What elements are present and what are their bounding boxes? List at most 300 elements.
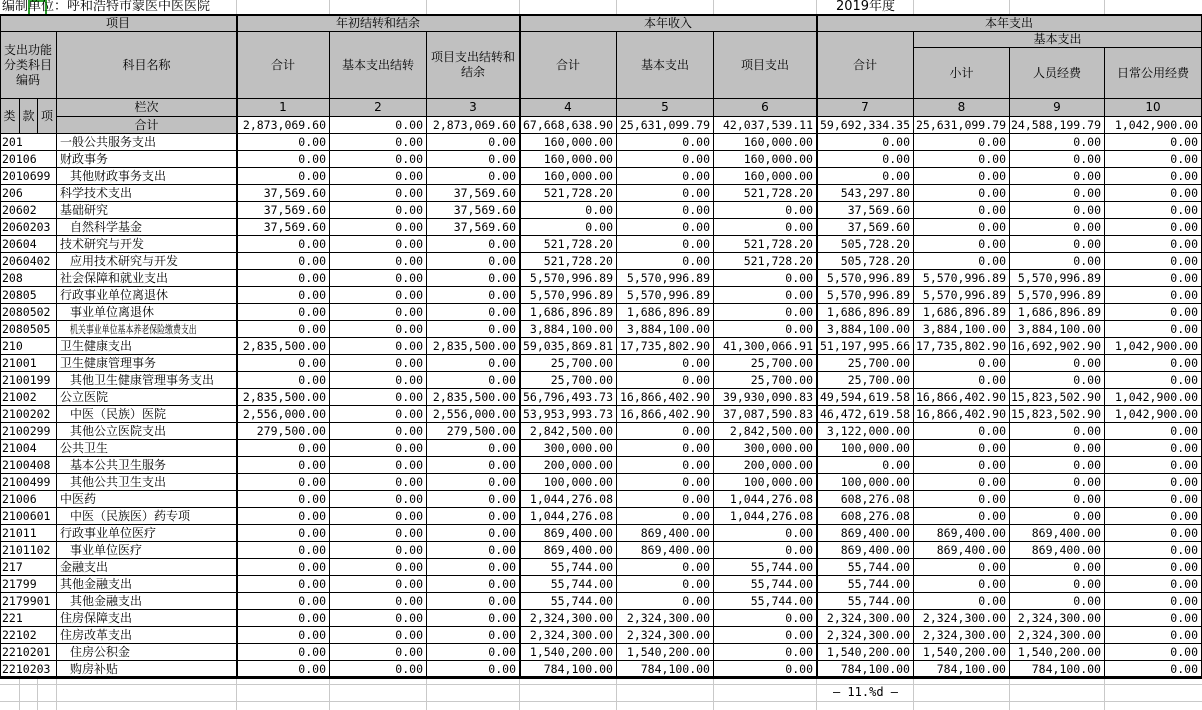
row-value-cell[interactable]: 869,400.00 [914,542,1010,559]
row-value-cell[interactable]: 2,324,300.00 [617,627,714,644]
row-value-cell[interactable]: 0.00 [617,236,714,253]
row-value-cell[interactable]: 2,324,300.00 [817,627,914,644]
row-code-cell[interactable]: 21001 [0,355,57,372]
row-value-cell[interactable]: 0.00 [1105,542,1202,559]
row-value-cell[interactable]: 200,000.00 [714,457,817,474]
row-value-cell[interactable]: 0.00 [714,219,817,236]
row-value-cell[interactable]: 0.00 [617,593,714,610]
row-value-cell[interactable]: 55,744.00 [817,593,914,610]
row-value-cell[interactable]: 100,000.00 [714,474,817,491]
row-value-cell[interactable]: 0.00 [914,593,1010,610]
row-value-cell[interactable]: 0.00 [817,151,914,168]
row-value-cell[interactable]: 160,000.00 [714,151,817,168]
row-value-cell[interactable]: 0.00 [427,593,520,610]
row-value-cell[interactable]: 0.00 [330,661,427,678]
row-value-cell[interactable]: 1,686,896.89 [817,304,914,321]
row-value-cell[interactable]: 0.00 [330,253,427,270]
row-value-cell[interactable]: 0.00 [237,627,330,644]
row-value-cell[interactable]: 16,692,902.90 [1010,338,1105,355]
row-value-cell[interactable]: 0.00 [237,304,330,321]
row-code-cell[interactable]: 221 [0,610,57,627]
row-value-cell[interactable]: 0.00 [714,610,817,627]
row-value-cell[interactable]: 3,884,100.00 [617,321,714,338]
row-value-cell[interactable]: 0.00 [914,168,1010,185]
row-code-cell[interactable]: 210 [0,338,57,355]
row-value-cell[interactable]: 0.00 [1010,491,1105,508]
row-value-cell[interactable]: 3,884,100.00 [914,321,1010,338]
row-value-cell[interactable]: 0.00 [914,559,1010,576]
row-value-cell[interactable]: 0.00 [330,151,427,168]
header-lanci[interactable]: 栏次 [57,99,237,117]
row-value-cell[interactable]: 15,823,502.90 [1010,389,1105,406]
row-value-cell[interactable]: 300,000.00 [520,440,617,457]
row-value-cell[interactable]: 160,000.00 [714,134,817,151]
row-value-cell[interactable]: 0.00 [1010,355,1105,372]
row-name-cell[interactable] [57,168,237,185]
header-group-income[interactable]: 本年收入 [520,15,817,32]
row-value-cell[interactable]: 25,700.00 [714,372,817,389]
column-number-cell[interactable]: 1 [237,99,330,117]
row-value-cell[interactable]: 0.00 [914,355,1010,372]
row-value-cell[interactable]: 55,744.00 [817,559,914,576]
header-subject-name[interactable]: 科目名称 [57,32,237,99]
row-value-cell[interactable]: 0.00 [1105,134,1202,151]
row-value-cell[interactable]: 0.00 [714,644,817,661]
grand-total-value-cell[interactable]: 2,873,069.60 [237,117,330,134]
row-value-cell[interactable]: 0.00 [1010,134,1105,151]
row-code-cell[interactable]: 2100499 [0,474,57,491]
row-value-cell[interactable]: 0.00 [914,134,1010,151]
row-value-cell[interactable]: 0.00 [1105,440,1202,457]
row-value-cell[interactable]: 0.00 [617,457,714,474]
row-value-cell[interactable]: 1,686,896.89 [617,304,714,321]
row-value-cell[interactable]: 0.00 [330,559,427,576]
header-expense-subtotal[interactable]: 小计 [914,48,1010,99]
row-name-cell[interactable] [57,185,237,202]
row-value-cell[interactable]: 0.00 [617,491,714,508]
row-value-cell[interactable]: 0.00 [427,270,520,287]
row-value-cell[interactable]: 0.00 [237,542,330,559]
row-value-cell[interactable]: 0.00 [330,457,427,474]
row-value-cell[interactable]: 521,728.20 [714,253,817,270]
row-value-cell[interactable]: 0.00 [237,287,330,304]
row-value-cell[interactable]: 0.00 [330,287,427,304]
row-value-cell[interactable]: 25,700.00 [714,355,817,372]
row-value-cell[interactable]: 5,570,996.89 [1010,287,1105,304]
header-carryover-total[interactable]: 合计 [237,32,330,99]
row-value-cell[interactable]: 0.00 [1010,253,1105,270]
row-value-cell[interactable]: 0.00 [914,185,1010,202]
row-value-cell[interactable]: 0.00 [617,576,714,593]
row-value-cell[interactable]: 0.00 [427,474,520,491]
row-code-cell[interactable]: 21011 [0,525,57,542]
row-value-cell[interactable]: 521,728.20 [520,253,617,270]
row-code-cell[interactable]: 20602 [0,202,57,219]
row-code-cell[interactable]: 20805 [0,287,57,304]
row-name-cell[interactable] [57,542,237,559]
row-code-cell[interactable]: 21006 [0,491,57,508]
row-value-cell[interactable]: 5,570,996.89 [617,270,714,287]
row-value-cell[interactable]: 0.00 [330,406,427,423]
row-value-cell[interactable]: 0.00 [427,355,520,372]
row-value-cell[interactable]: 0.00 [617,168,714,185]
row-value-cell[interactable]: 0.00 [1010,168,1105,185]
row-value-cell[interactable]: 0.00 [714,525,817,542]
row-value-cell[interactable]: 0.00 [1105,508,1202,525]
row-value-cell[interactable]: 37,569.60 [427,185,520,202]
row-name-cell[interactable] [57,372,237,389]
row-name-cell[interactable] [57,151,237,168]
row-value-cell[interactable]: 0.00 [1010,236,1105,253]
row-value-cell[interactable]: 0.00 [237,236,330,253]
row-value-cell[interactable]: 0.00 [330,304,427,321]
row-value-cell[interactable]: 0.00 [427,372,520,389]
row-code-cell[interactable]: 2210203 [0,661,57,678]
header-carryover-basic[interactable]: 基本支出结转 [330,32,427,99]
row-value-cell[interactable]: 160,000.00 [520,151,617,168]
row-value-cell[interactable]: 0.00 [237,593,330,610]
row-value-cell[interactable]: 25,700.00 [520,355,617,372]
row-value-cell[interactable]: 0.00 [427,304,520,321]
row-value-cell[interactable]: 2,556,000.00 [237,406,330,423]
row-value-cell[interactable]: 0.00 [237,491,330,508]
row-value-cell[interactable]: 0.00 [1010,474,1105,491]
row-value-cell[interactable]: 0.00 [914,253,1010,270]
row-value-cell[interactable]: 1,540,200.00 [617,644,714,661]
row-value-cell[interactable]: 0.00 [330,185,427,202]
row-value-cell[interactable]: 0.00 [427,627,520,644]
header-class-kuan[interactable]: 款 [20,99,38,134]
row-value-cell[interactable]: 25,700.00 [817,372,914,389]
row-value-cell[interactable]: 0.00 [914,151,1010,168]
row-value-cell[interactable]: 25,700.00 [817,355,914,372]
row-name-cell[interactable] [57,627,237,644]
row-value-cell[interactable]: 160,000.00 [520,134,617,151]
grand-total-value-cell[interactable]: 67,668,638.90 [520,117,617,134]
row-value-cell[interactable]: 0.00 [330,610,427,627]
row-value-cell[interactable]: 2,324,300.00 [520,610,617,627]
row-value-cell[interactable]: 0.00 [617,372,714,389]
row-value-cell[interactable]: 784,100.00 [1010,661,1105,678]
row-value-cell[interactable]: 0.00 [1105,168,1202,185]
row-value-cell[interactable]: 543,297.80 [817,185,914,202]
row-value-cell[interactable]: 0.00 [617,559,714,576]
row-value-cell[interactable]: 0.00 [427,134,520,151]
report-year-label[interactable]: 2019年度 [835,0,896,14]
row-value-cell[interactable]: 0.00 [617,355,714,372]
row-value-cell[interactable]: 5,570,996.89 [1010,270,1105,287]
row-value-cell[interactable]: 0.00 [1105,321,1202,338]
column-number-cell[interactable]: 9 [1010,99,1105,117]
row-value-cell[interactable]: 0.00 [330,219,427,236]
row-name-cell[interactable] [57,406,237,423]
row-value-cell[interactable]: 0.00 [237,559,330,576]
row-value-cell[interactable]: 0.00 [330,270,427,287]
row-value-cell[interactable]: 521,728.20 [520,185,617,202]
row-code-cell[interactable]: 208 [0,270,57,287]
row-value-cell[interactable]: 5,570,996.89 [520,287,617,304]
row-value-cell[interactable]: 2,835,500.00 [237,389,330,406]
row-value-cell[interactable]: 608,276.08 [817,491,914,508]
row-value-cell[interactable]: 0.00 [714,661,817,678]
row-value-cell[interactable]: 37,569.60 [817,219,914,236]
row-value-cell[interactable]: 1,540,200.00 [914,644,1010,661]
row-value-cell[interactable]: 0.00 [1105,576,1202,593]
row-value-cell[interactable]: 37,569.60 [817,202,914,219]
column-number-cell[interactable]: 4 [520,99,617,117]
row-value-cell[interactable]: 17,735,802.90 [617,338,714,355]
row-name-cell[interactable] [57,474,237,491]
row-value-cell[interactable]: 521,728.20 [714,185,817,202]
row-value-cell[interactable]: 37,569.60 [427,219,520,236]
row-code-cell[interactable]: 2080505 [0,321,57,338]
row-value-cell[interactable]: 0.00 [1010,372,1105,389]
row-value-cell[interactable]: 0.00 [427,525,520,542]
row-value-cell[interactable]: 0.00 [237,168,330,185]
row-code-cell[interactable]: 2100408 [0,457,57,474]
grand-total-value-cell[interactable]: 59,692,334.35 [817,117,914,134]
row-value-cell[interactable]: 0.00 [237,321,330,338]
row-value-cell[interactable]: 0.00 [1010,559,1105,576]
row-value-cell[interactable]: 0.00 [1105,270,1202,287]
header-income-total[interactable]: 合计 [520,32,617,99]
row-value-cell[interactable]: 0.00 [330,593,427,610]
row-value-cell[interactable]: 41,300,066.91 [714,338,817,355]
row-code-cell[interactable]: 201 [0,134,57,151]
row-value-cell[interactable]: 0.00 [427,576,520,593]
row-value-cell[interactable]: 0.00 [914,474,1010,491]
row-code-cell[interactable]: 2080502 [0,304,57,321]
row-value-cell[interactable]: 869,400.00 [617,525,714,542]
row-value-cell[interactable]: 784,100.00 [914,661,1010,678]
row-value-cell[interactable]: 55,744.00 [520,559,617,576]
grand-total-value-cell[interactable]: 42,037,539.11 [714,117,817,134]
row-value-cell[interactable]: 49,594,619.58 [817,389,914,406]
grand-total-value-cell[interactable]: 25,631,099.79 [914,117,1010,134]
column-number-cell[interactable]: 6 [714,99,817,117]
row-name-cell[interactable] [57,593,237,610]
row-name-cell[interactable] [57,287,237,304]
row-value-cell[interactable]: 0.00 [237,372,330,389]
row-value-cell[interactable]: 0.00 [237,134,330,151]
row-name-cell[interactable] [57,304,237,321]
row-value-cell[interactable]: 2,842,500.00 [520,423,617,440]
header-group-carryover[interactable]: 年初结转和结余 [237,15,520,32]
row-value-cell[interactable]: 1,042,900.00 [1105,389,1202,406]
row-value-cell[interactable]: 608,276.08 [817,508,914,525]
row-value-cell[interactable]: 0.00 [714,287,817,304]
row-value-cell[interactable]: 505,728.20 [817,236,914,253]
row-value-cell[interactable]: 869,400.00 [1010,525,1105,542]
row-value-cell[interactable]: 39,930,090.83 [714,389,817,406]
row-code-cell[interactable]: 2101102 [0,542,57,559]
row-value-cell[interactable]: 0.00 [1105,202,1202,219]
column-number-cell[interactable]: 8 [914,99,1010,117]
row-code-cell[interactable]: 20106 [0,151,57,168]
row-value-cell[interactable]: 2,835,500.00 [427,389,520,406]
row-value-cell[interactable]: 869,400.00 [817,542,914,559]
row-value-cell[interactable]: 0.00 [330,440,427,457]
row-value-cell[interactable]: 869,400.00 [817,525,914,542]
row-value-cell[interactable]: 5,570,996.89 [914,270,1010,287]
grand-total-value-cell[interactable]: 0.00 [330,117,427,134]
row-name-cell[interactable] [57,270,237,287]
row-value-cell[interactable]: 0.00 [617,219,714,236]
row-name-cell[interactable] [57,236,237,253]
header-income-basic[interactable]: 基本支出 [617,32,714,99]
row-value-cell[interactable]: 0.00 [427,151,520,168]
row-value-cell[interactable]: 15,823,502.90 [1010,406,1105,423]
row-code-cell[interactable]: 22102 [0,627,57,644]
row-value-cell[interactable]: 0.00 [1105,593,1202,610]
row-value-cell[interactable]: 0.00 [617,151,714,168]
row-value-cell[interactable]: 0.00 [427,440,520,457]
row-value-cell[interactable]: 0.00 [914,440,1010,457]
row-value-cell[interactable]: 3,122,000.00 [817,423,914,440]
row-value-cell[interactable]: 0.00 [617,185,714,202]
row-value-cell[interactable]: 2,324,300.00 [1010,627,1105,644]
row-code-cell[interactable]: 2100199 [0,372,57,389]
row-value-cell[interactable]: 0.00 [1010,457,1105,474]
row-value-cell[interactable]: 0.00 [1010,202,1105,219]
row-value-cell[interactable]: 784,100.00 [617,661,714,678]
row-value-cell[interactable]: 3,884,100.00 [1010,321,1105,338]
row-name-cell[interactable] [57,559,237,576]
row-value-cell[interactable]: 0.00 [914,457,1010,474]
row-name-cell[interactable] [57,440,237,457]
row-value-cell[interactable]: 5,570,996.89 [520,270,617,287]
row-value-cell[interactable]: 53,953,993.73 [520,406,617,423]
row-value-cell[interactable]: 0.00 [237,661,330,678]
row-value-cell[interactable]: 0.00 [817,168,914,185]
row-value-cell[interactable]: 1,540,200.00 [520,644,617,661]
row-value-cell[interactable]: 869,400.00 [914,525,1010,542]
row-value-cell[interactable]: 300,000.00 [714,440,817,457]
row-value-cell[interactable]: 2,324,300.00 [817,610,914,627]
row-value-cell[interactable]: 0.00 [1105,287,1202,304]
row-value-cell[interactable]: 1,686,896.89 [914,304,1010,321]
row-value-cell[interactable]: 0.00 [237,610,330,627]
row-value-cell[interactable]: 0.00 [330,338,427,355]
row-value-cell[interactable]: 0.00 [330,542,427,559]
row-value-cell[interactable]: 0.00 [237,474,330,491]
row-value-cell[interactable]: 0.00 [427,542,520,559]
row-value-cell[interactable]: 0.00 [817,134,914,151]
row-value-cell[interactable]: 2,842,500.00 [714,423,817,440]
row-value-cell[interactable]: 2,835,500.00 [237,338,330,355]
row-value-cell[interactable]: 0.00 [1010,508,1105,525]
row-value-cell[interactable]: 0.00 [914,372,1010,389]
row-value-cell[interactable]: 0.00 [237,525,330,542]
row-value-cell[interactable]: 1,540,200.00 [817,644,914,661]
row-value-cell[interactable]: 0.00 [914,576,1010,593]
grand-total-value-cell[interactable]: 2,873,069.60 [427,117,520,134]
row-code-cell[interactable]: 2010699 [0,168,57,185]
row-value-cell[interactable]: 16,866,402.90 [617,389,714,406]
row-value-cell[interactable]: 0.00 [330,236,427,253]
row-value-cell[interactable]: 0.00 [1105,219,1202,236]
row-code-cell[interactable]: 2060203 [0,219,57,236]
row-value-cell[interactable]: 0.00 [237,644,330,661]
row-value-cell[interactable]: 0.00 [427,661,520,678]
row-code-cell[interactable]: 2060402 [0,253,57,270]
row-code-cell[interactable]: 2100202 [0,406,57,423]
row-value-cell[interactable]: 0.00 [237,576,330,593]
row-value-cell[interactable]: 0.00 [427,457,520,474]
row-value-cell[interactable]: 505,728.20 [817,253,914,270]
grand-total-value-cell[interactable]: 25,631,099.79 [617,117,714,134]
row-value-cell[interactable]: 0.00 [330,202,427,219]
row-value-cell[interactable]: 0.00 [427,287,520,304]
row-value-cell[interactable]: 0.00 [1105,644,1202,661]
row-value-cell[interactable]: 55,744.00 [817,576,914,593]
header-expense-basic-banner[interactable]: 基本支出 [914,32,1202,48]
row-value-cell[interactable]: 5,570,996.89 [817,270,914,287]
row-value-cell[interactable]: 16,866,402.90 [617,406,714,423]
row-value-cell[interactable]: 1,042,900.00 [1105,338,1202,355]
row-value-cell[interactable]: 0.00 [714,627,817,644]
row-value-cell[interactable]: 0.00 [237,270,330,287]
row-value-cell[interactable]: 0.00 [1010,423,1105,440]
row-value-cell[interactable]: 0.00 [330,372,427,389]
row-value-cell[interactable]: 0.00 [1105,627,1202,644]
row-value-cell[interactable]: 0.00 [914,491,1010,508]
row-name-cell[interactable] [57,338,237,355]
row-value-cell[interactable]: 0.00 [520,219,617,236]
row-value-cell[interactable]: 46,472,619.58 [817,406,914,423]
row-value-cell[interactable]: 37,569.60 [237,202,330,219]
row-name-cell[interactable] [57,525,237,542]
row-value-cell[interactable]: 0.00 [237,508,330,525]
row-name-cell[interactable] [57,202,237,219]
row-value-cell[interactable]: 869,400.00 [520,542,617,559]
column-number-cell[interactable]: 2 [330,99,427,117]
row-value-cell[interactable]: 1,042,900.00 [1105,406,1202,423]
row-value-cell[interactable]: 55,744.00 [520,593,617,610]
row-value-cell[interactable]: 0.00 [1010,185,1105,202]
header-carryover-project[interactable]: 项目支出结转和结余 [427,32,520,99]
row-value-cell[interactable]: 0.00 [817,457,914,474]
row-code-cell[interactable]: 217 [0,559,57,576]
row-value-cell[interactable]: 37,569.60 [237,219,330,236]
row-value-cell[interactable]: 279,500.00 [237,423,330,440]
row-value-cell[interactable]: 0.00 [1010,576,1105,593]
row-value-cell[interactable]: 0.00 [714,202,817,219]
row-value-cell[interactable]: 0.00 [1105,236,1202,253]
row-value-cell[interactable]: 55,744.00 [520,576,617,593]
header-function-code[interactable]: 支出功能分类科目编码 [0,32,57,99]
row-value-cell[interactable]: 2,324,300.00 [617,610,714,627]
row-value-cell[interactable]: 784,100.00 [520,661,617,678]
row-value-cell[interactable]: 0.00 [914,202,1010,219]
row-value-cell[interactable]: 0.00 [1105,185,1202,202]
column-number-cell[interactable]: 5 [617,99,714,117]
row-value-cell[interactable]: 100,000.00 [520,474,617,491]
row-value-cell[interactable]: 1,044,276.08 [520,491,617,508]
row-name-cell[interactable] [57,457,237,474]
row-code-cell[interactable]: 2179901 [0,593,57,610]
row-value-cell[interactable]: 0.00 [617,474,714,491]
row-value-cell[interactable]: 0.00 [914,236,1010,253]
row-value-cell[interactable]: 1,044,276.08 [520,508,617,525]
report-unit-title[interactable]: 编制单位：呼和浩特市蒙医中医医院 [2,0,211,14]
row-value-cell[interactable]: 0.00 [1010,219,1105,236]
header-class-xiang[interactable]: 项 [38,99,57,134]
row-code-cell[interactable]: 206 [0,185,57,202]
row-value-cell[interactable]: 0.00 [914,219,1010,236]
row-value-cell[interactable]: 0.00 [714,304,817,321]
row-value-cell[interactable]: 1,686,896.89 [1010,304,1105,321]
